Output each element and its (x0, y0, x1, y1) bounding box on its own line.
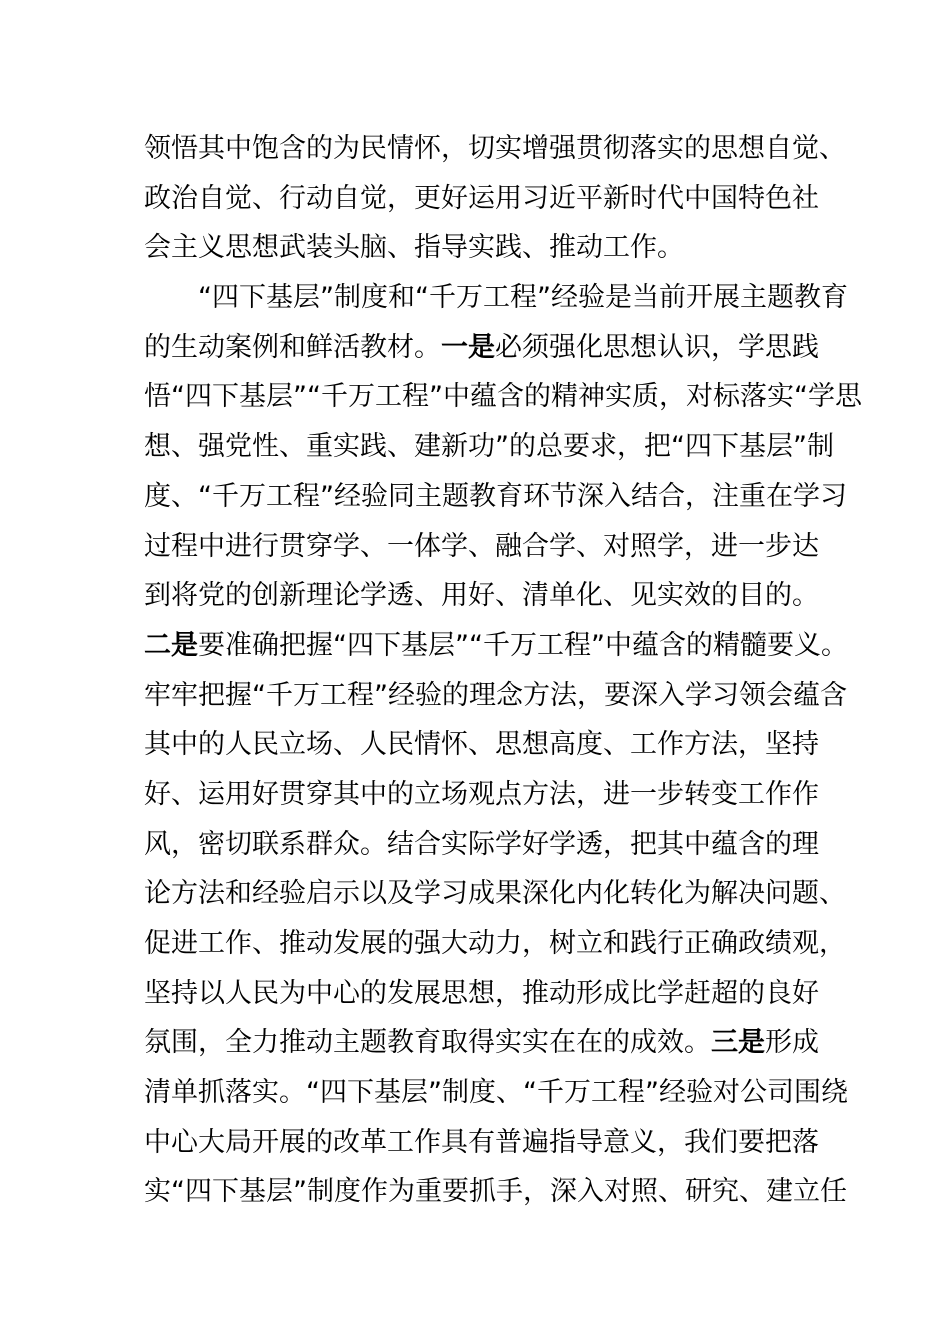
text-line: 坚持以人民为中心的发展思想，推动形成比学赶超的良好 (144, 977, 819, 1009)
text-line: 想、强党性、重实践、建新功”的总要求，把“四下基层”制 (144, 431, 834, 463)
text-line: “四下基层”制度和“千万工程”经验是当前开展主题教育 (198, 282, 848, 314)
text-line: 领悟其中饱含的为民情怀，切实增强贯彻落实的思想自觉、 (144, 133, 846, 164)
text-line: 牢牢把握“千万工程”经验的理念方法，要深入学习领会蕴含 (144, 679, 847, 711)
text-segment: 氛围，全力推动主题教育取得实实在在的成效。 (144, 1027, 711, 1059)
text-segment: 必须强化思想认识，学思践 (495, 331, 819, 363)
bold-marker-one: 一是 (441, 331, 495, 363)
text-line (144, 621, 848, 671)
text-line: 中心大局开展的改革工作具有普遍指导意义，我们要把落 (144, 1126, 819, 1158)
text-line: 会主义思想武装头脑、指导实践、推动工作。 (144, 232, 684, 264)
bold-marker-two: 二是 (144, 629, 198, 661)
text-line: 过程中进行贯穿学、一体学、融合学、对照学，进一步达 (144, 530, 819, 562)
text-line (144, 323, 819, 373)
text-line: 悟“四下基层”“千万工程”中蕴含的精神实质，对标落实“学思 (144, 381, 862, 413)
text-line: 度、“千万工程”经验同主题教育环节深入结合，注重在学习 (144, 480, 847, 512)
text-line: 清单抓落实。“四下基层”制度、“千万工程”经验对公司围绕 (144, 1077, 848, 1109)
text-line: 实“四下基层”制度作为重要抓手，深入对照、研究、建立任 (144, 1176, 847, 1208)
text-line: 政治自觉、行动自觉，更好运用习近平新时代中国特色社 (144, 182, 819, 214)
text-segment: 要准确把握“四下基层”“千万工程”中蕴含的精髓要义。 (198, 629, 848, 661)
text-line: 论方法和经验启示以及学习成果深化内化转化为解决问题、 (144, 878, 846, 910)
body-text (144, 124, 862, 1217)
text-line (144, 1018, 819, 1068)
text-line: 好、运用好贯穿其中的立场观点方法，进一步转变工作作 (144, 778, 819, 810)
text-line: 促进工作、推动发展的强大动力，树立和践行正确政绩观， (144, 928, 846, 959)
text-line: 其中的人民立场、人民情怀、思想高度、工作方法，坚持 (144, 729, 819, 761)
text-segment: 的生动案例和鲜活教材。 (144, 331, 441, 363)
text-line: 到将党的创新理论学透、用好、清单化、见实效的目的。 (144, 580, 819, 612)
text-segment: 形成 (765, 1027, 819, 1059)
text-line: 风，密切联系群众。结合实际学好学透，把其中蕴含的理 (144, 828, 819, 860)
bold-marker-three: 三是 (711, 1027, 765, 1059)
